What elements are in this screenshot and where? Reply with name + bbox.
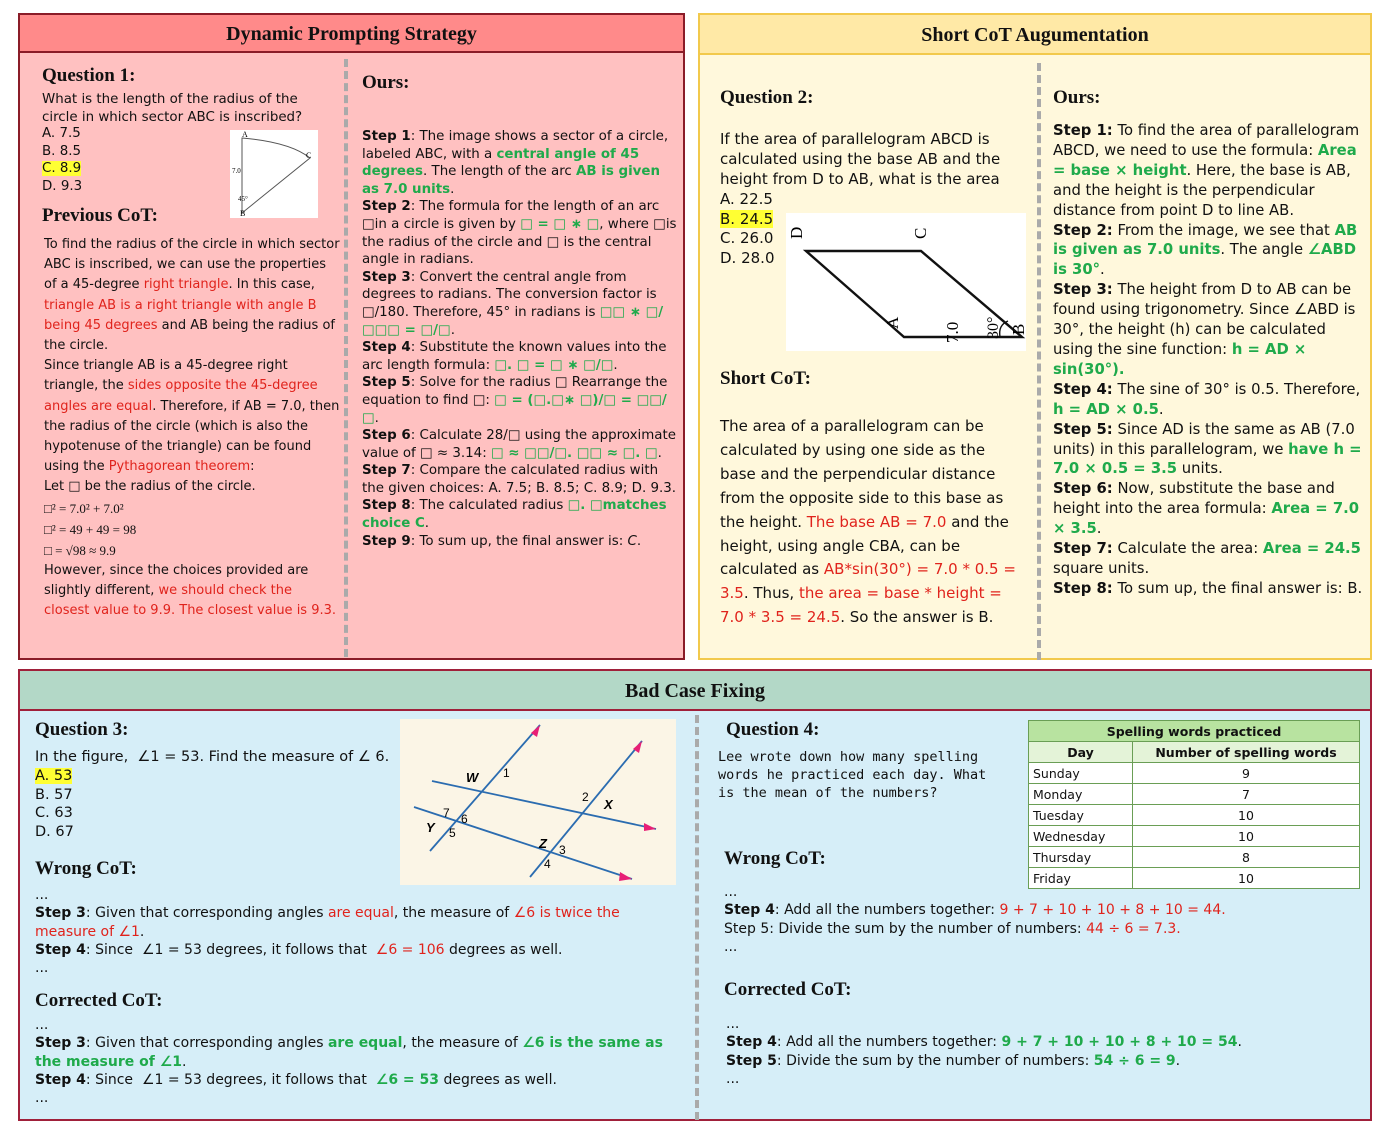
ours-label: Ours: bbox=[1053, 87, 1101, 108]
label-c: C bbox=[306, 151, 312, 160]
svg-text:1: 1 bbox=[503, 766, 510, 780]
choice-highlighted: A. 53 bbox=[35, 768, 73, 784]
wrong-cot-label: Wrong CoT: bbox=[724, 848, 826, 869]
svg-text:2: 2 bbox=[582, 790, 589, 804]
choice: B. 8.5 bbox=[42, 143, 81, 159]
question-1-label: Question 1: bbox=[42, 65, 136, 86]
table-row: Sunday 9 bbox=[1029, 763, 1360, 784]
table-header: Day bbox=[1029, 742, 1133, 763]
label-x: X bbox=[604, 797, 613, 812]
svg-text:7: 7 bbox=[443, 806, 450, 820]
table-row: Friday 10 bbox=[1029, 868, 1360, 889]
wrong-cot-text: ... Step 3: Given that corresponding angles are equal, the measure of ∠6 is twice the measure of ∠1. Step 4: Since ∠1 = 53 degrees, it follows that ∠6 = 106 degrees as well. ... bbox=[35, 887, 620, 977]
question-4-label: Question 4: bbox=[726, 719, 820, 740]
label-side: 7.0 bbox=[943, 321, 962, 343]
table-row: Wednesday 10 bbox=[1029, 826, 1360, 847]
table-row: Thursday 8 bbox=[1029, 847, 1360, 868]
svg-text:5: 5 bbox=[449, 826, 456, 840]
corrected-cot-label: Corrected CoT: bbox=[35, 990, 163, 1011]
panel-title: Dynamic Prompting Strategy bbox=[20, 15, 683, 53]
previous-cot-text: To find the radius of the circle in which sector ABC is inscribed, we can use the properties of a 45-degree right triangle. In this case, triangle AB is a right triangle with angle B being 45 degrees and AB being the radius of the circle. Since triangle AB is a 45-degree right triangle, the sides opposite the 45-degree angles are equal. Therefore, if AB = 7.0, then the radius of the circle (which is also the hypotenuse of the triangle) can be found using the Pythagorean theorem: Let □ be the radius of the circle. □² = 7.0² + 7.0² □² = 49 + 49 = 98 □ = √98 ≈ 9.9 However, since the choices provided are slightly different, we should check the closest value to 9.9. The closest value is 9.3. bbox=[44, 237, 340, 619]
label-b: B bbox=[240, 209, 246, 218]
choice-highlighted: B. 24.5 bbox=[720, 209, 774, 228]
question-1-text: What is the length of the radius of the circle in which sector ABC is inscribed? bbox=[42, 92, 303, 125]
parallel-lines-figure bbox=[400, 719, 676, 885]
label-c: C bbox=[911, 227, 930, 239]
corrected-cot-text: ... Step 4: Add all the numbers together: 9 + 7 + 10 + 10 + 8 + 10 = 54. Step 5: Divide the sum by the number of numbers: 54 ÷ 6 = 9. ... bbox=[726, 1016, 1242, 1087]
panel-title: Short CoT Augumentation bbox=[700, 15, 1370, 55]
label-angle: 30° bbox=[985, 316, 1002, 339]
spelling-words-table bbox=[1028, 720, 1360, 889]
svg-text:6: 6 bbox=[461, 812, 468, 826]
choice: D. 67 bbox=[35, 823, 74, 840]
wrong-cot-text: ... Step 4: Add all the numbers together: 9 + 7 + 10 + 10 + 8 + 10 = 44. Step 5: Divide the sum by the number of numbers: 44 ÷ 6 = 7.3. ... bbox=[724, 884, 1226, 955]
label-d: D bbox=[787, 226, 806, 239]
svg-text:4: 4 bbox=[544, 857, 551, 871]
previous-cot-label: Previous CoT: bbox=[42, 205, 158, 226]
label-side: 7.0 bbox=[232, 167, 241, 175]
table-row: Tuesday 10 bbox=[1029, 805, 1360, 826]
question-2-choices bbox=[720, 190, 775, 268]
choice: C. 63 bbox=[35, 805, 73, 821]
sector-figure bbox=[230, 130, 318, 218]
question-4-text: Lee wrote down how many spelling words he practiced each day. What is the mean of the numbers? bbox=[718, 749, 987, 801]
question-3-choices bbox=[35, 767, 74, 841]
ours-steps: Step 1: To find the area of parallelogram ABCD, we need to use the formula: Area = base × height. Here, the base is AB, and the height is the perpendicular distance from point D to line AB. Step 2: From the image, we see that AB is given as 7.0 units. The angle ∠ABD is 30°. Step 3: The height from D to AB can be found using trigonometry. Since ∠ABD is 30°, the height (h) can be calculated using the sine function: h = AD × sin(30°). Step 4: The sine of 30° is 0.5. Therefore, h = AD × 0.5. Step 5: Since AD is the same as AB (7.0 units) in this parallelogram, we have h = 7.0 × 0.5 = 3.5 units. Step 6: Now, substitute the base and height into the area formula: Area = 7.0 × 3.5. Step 7: Calculate the area: Area = 24.5 square units. Step 8: To sum up, the final answer is: B. bbox=[1053, 122, 1363, 597]
corrected-cot-text: ... Step 3: Given that corresponding angles are equal, the measure of ∠6 is the same as the measure of ∠1. Step 4: Since ∠1 = 53 degrees, it follows that ∠6 = 53 degrees as well. ... bbox=[35, 1017, 663, 1107]
label-w: W bbox=[466, 770, 479, 785]
table-row: Monday 7 bbox=[1029, 784, 1360, 805]
label-angle: 45° bbox=[238, 195, 248, 203]
table-header: Number of spelling words bbox=[1133, 742, 1360, 763]
choice: B. 57 bbox=[35, 786, 73, 803]
question-3-text: In the figure, ∠1 = 53. Find the measure of ∠ 6. bbox=[35, 749, 390, 765]
choice: A. 7.5 bbox=[42, 126, 81, 141]
label-a: A bbox=[883, 316, 902, 329]
wrong-cot-label: Wrong CoT: bbox=[35, 858, 137, 879]
label-b: B bbox=[1009, 323, 1028, 335]
label-y: Y bbox=[426, 820, 435, 835]
choice: C. 26.0 bbox=[720, 229, 774, 247]
ours-steps: Step 1: The image shows a sector of a circle, labeled ABC, with a central angle of 45 degrees. The length of the arc AB is given as 7.0 units. Step 2: The formula for the length of an arc □in a circle is given by □ = □ ∗ □, where □is the radius of the circle and □ is the central angle in radians. Step 3: Convert the central angle from degrees to radians. The conversion factor is □/180. Therefore, 45° in radians is □□ ∗ □/□□□ = □/□. Step 4: Substitute the known values into the arc length formula: □. □ = □ ∗ □/□. Step 5: Solve for the radius □ Rearrange the equation to find □: □ = (□.□∗ □)/□ = □□/□. Step 6: Calculate 28/□ using the approximate value of □ ≈ 3.14: □ ≈ □□/□. □□ ≈ □. □. Step 7: Compare the calculated radius with the given choices: A. 7.5; B. 8.5; C. 8.9; D. 9.3. Step 8: The calculated radius □. □matches choice C. Step 9: To sum up, the final answer is: C. bbox=[362, 129, 677, 549]
label-z: Z bbox=[539, 836, 547, 851]
choice: D. 9.3 bbox=[42, 178, 83, 194]
choice: D. 28.0 bbox=[720, 248, 775, 267]
ours-label: Ours: bbox=[362, 72, 410, 93]
parallelogram-figure bbox=[786, 213, 1026, 351]
short-cot-panel bbox=[698, 13, 1372, 660]
short-cot-text: The area of a parallelogram can be calculated by using one side as the base and the perpendicular distance from the opposite side to this base as the height. The base AB = 7.0 and the height, using angle CBA, can be calculated as AB*sin(30°) = 7.0 * 0.5 = 3.5. Thus, the area = base * height = 7.0 * 3.5 = 24.5. So the answer is B. bbox=[720, 417, 1016, 627]
question-1-choices bbox=[42, 125, 82, 195]
table-title: Spelling words practiced bbox=[1029, 721, 1360, 742]
question-2-label: Question 2: bbox=[720, 87, 814, 108]
label-a: A bbox=[242, 130, 248, 139]
choice: A. 22.5 bbox=[720, 190, 773, 208]
corrected-cot-label: Corrected CoT: bbox=[724, 979, 852, 1000]
short-cot-label: Short CoT: bbox=[720, 368, 811, 389]
dynamic-prompting-panel bbox=[18, 13, 685, 660]
panel-title: Bad Case Fixing bbox=[20, 671, 1370, 711]
question-2-text: If the area of parallelogram ABCD is calculated using the base AB and the height from D to AB, what is the area bbox=[720, 130, 1001, 188]
svg-text:3: 3 bbox=[559, 843, 566, 857]
choice-highlighted: C. 8.9 bbox=[42, 161, 82, 177]
question-3-label: Question 3: bbox=[35, 719, 129, 740]
